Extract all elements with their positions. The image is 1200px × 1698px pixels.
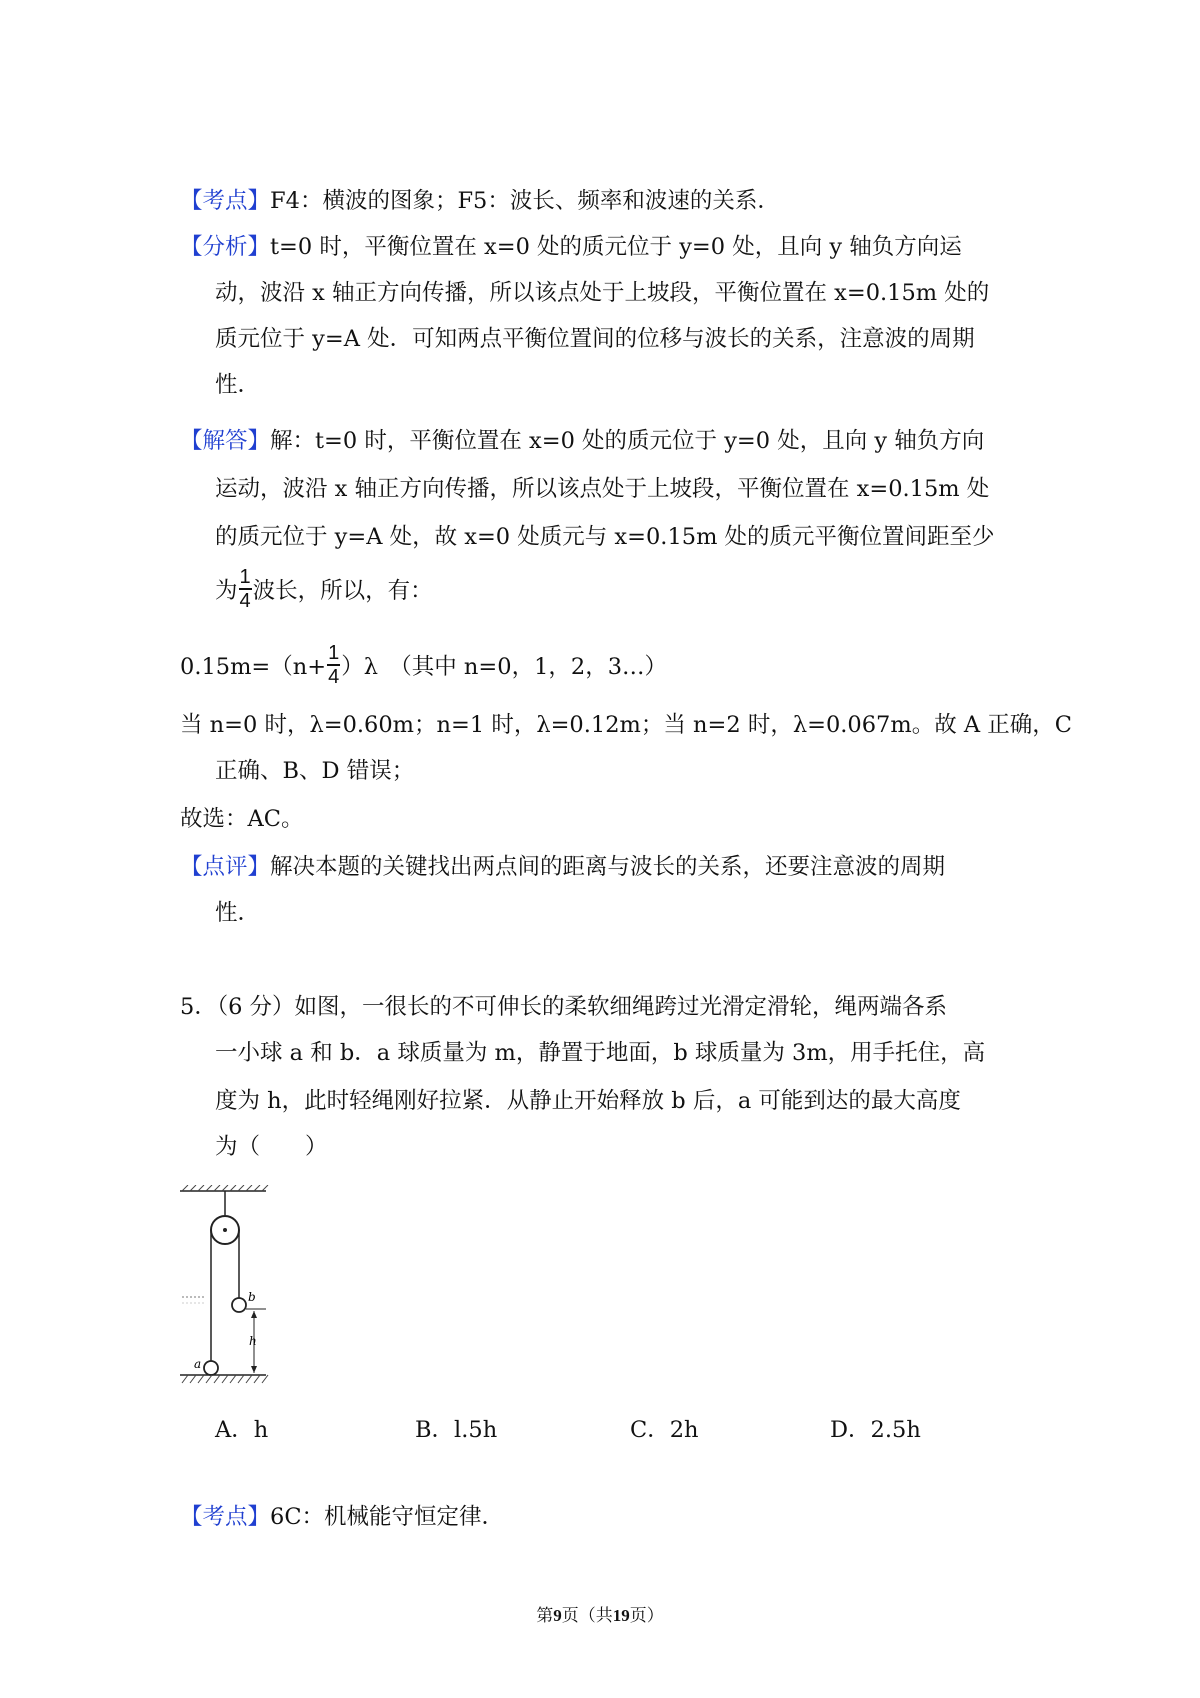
page-total: 19 <box>612 1606 630 1625</box>
q5-line-4: 为（ ） <box>215 1134 328 1160</box>
fraction-numerator: 1 <box>239 566 251 588</box>
jieda-line4-pre: 为 <box>215 578 238 604</box>
height-label: h <box>249 1334 257 1348</box>
fenxi-tag: 【分析】 <box>180 234 271 260</box>
dianping-line-2: 性． <box>215 900 261 926</box>
page-number: 9 <box>553 1606 562 1625</box>
equation-post: ）λ （其中 n=0，1，2，3…） <box>341 654 668 680</box>
kaodian-1 <box>180 190 780 213</box>
fenxi-text-1: t=0 时，平衡位置在 x=0 处的质元位于 y=0 处，且向 y 轴负方向运 <box>270 234 962 260</box>
kaodian2-text: 6C：机械能守恒定律． <box>270 1504 505 1530</box>
dianping-text-1: 解决本题的关键找出两点间的距离与波长的关系，还要注意波的周期 <box>270 854 946 880</box>
jieda-line-1 <box>180 430 984 453</box>
fenxi-line-3: 质元位于 y=A 处．可知两点平衡位置间的位移与波长的关系，注意波的周期 <box>215 326 975 352</box>
fenxi-line-4: 性． <box>215 372 261 398</box>
kaodian-2 <box>180 1506 504 1529</box>
ball-b-label: b <box>248 1290 256 1304</box>
jieda-tag: 【解答】 <box>180 428 271 454</box>
fenxi-line-1 <box>180 236 962 259</box>
fenxi-line-2: 动，波沿 x 轴正方向传播，所以该点处于上坡段，平衡位置在 x=0.15m 处的 <box>215 280 990 306</box>
ball-a <box>204 1361 218 1375</box>
kaodian2-tag: 【考点】 <box>180 1504 271 1530</box>
jieda-line4-post: 波长，所以，有： <box>252 578 433 604</box>
quarter-fraction <box>239 567 252 611</box>
equation-fraction <box>327 643 340 687</box>
kaodian-text: F4：横波的图象；F5：波长、频率和波速的关系． <box>270 188 780 214</box>
fraction-denominator: 4 <box>239 590 251 612</box>
choice-line: 故选：AC。 <box>180 806 304 832</box>
footer-post: 页） <box>629 1606 664 1626</box>
result-line-2: 正确、B、D 错误； <box>215 758 415 784</box>
dianping-tag: 【点评】 <box>180 854 271 880</box>
ball-b <box>232 1298 246 1312</box>
kaodian-tag: 【考点】 <box>180 188 271 214</box>
pulley-diagram <box>178 1185 270 1385</box>
jieda-line-4 <box>215 566 433 614</box>
equation-pre: 0.15m=（n+ <box>180 654 327 680</box>
option-d: D．2.5h <box>830 1417 921 1443</box>
result-line-1: 当 n=0 时，λ=0.60m；n=1 时，λ=0.12m；当 n=2 时，λ=0.067m。故 A 正确，C <box>180 712 1072 738</box>
option-b: B．l.5h <box>415 1417 498 1443</box>
footer-mid: 页（共 <box>561 1606 613 1626</box>
dianping-line-1 <box>180 856 945 879</box>
jieda-line-2: 运动，波沿 x 轴正方向传播，所以该点处于上坡段，平衡位置在 x=0.15m 处 <box>215 476 990 502</box>
jieda-text-1: 解：t=0 时，平衡位置在 x=0 处的质元位于 y=0 处，且向 y 轴负方向 <box>270 428 985 454</box>
jieda-line-3: 的质元位于 y=A 处，故 x=0 处质元与 x=0.15m 处的质元平衡位置间距至少 <box>215 524 995 550</box>
option-a: A．h <box>215 1417 269 1443</box>
equation-fraction-numerator: 1 <box>328 642 340 664</box>
q5-line-2: 一小球 a 和 b．a 球质量为 m，静置于地面，b 球质量为 3m，用手托住，高 <box>215 1040 986 1066</box>
ball-a-label: a <box>194 1357 202 1371</box>
equation-line <box>180 642 668 690</box>
page-footer <box>0 1601 1200 1626</box>
q5-line-3: 度为 h，此时轻绳刚好拉紧．从静止开始释放 b 后，a 可能到达的最大高度 <box>215 1088 961 1114</box>
equation-fraction-denominator: 4 <box>328 666 340 688</box>
option-c: C．2h <box>630 1417 699 1443</box>
footer-pre: 第 <box>536 1606 554 1626</box>
q5-line-1: 5．（6 分）如图，一很长的不可伸长的柔软细绳跨过光滑定滑轮，绳两端各系 <box>180 994 948 1020</box>
